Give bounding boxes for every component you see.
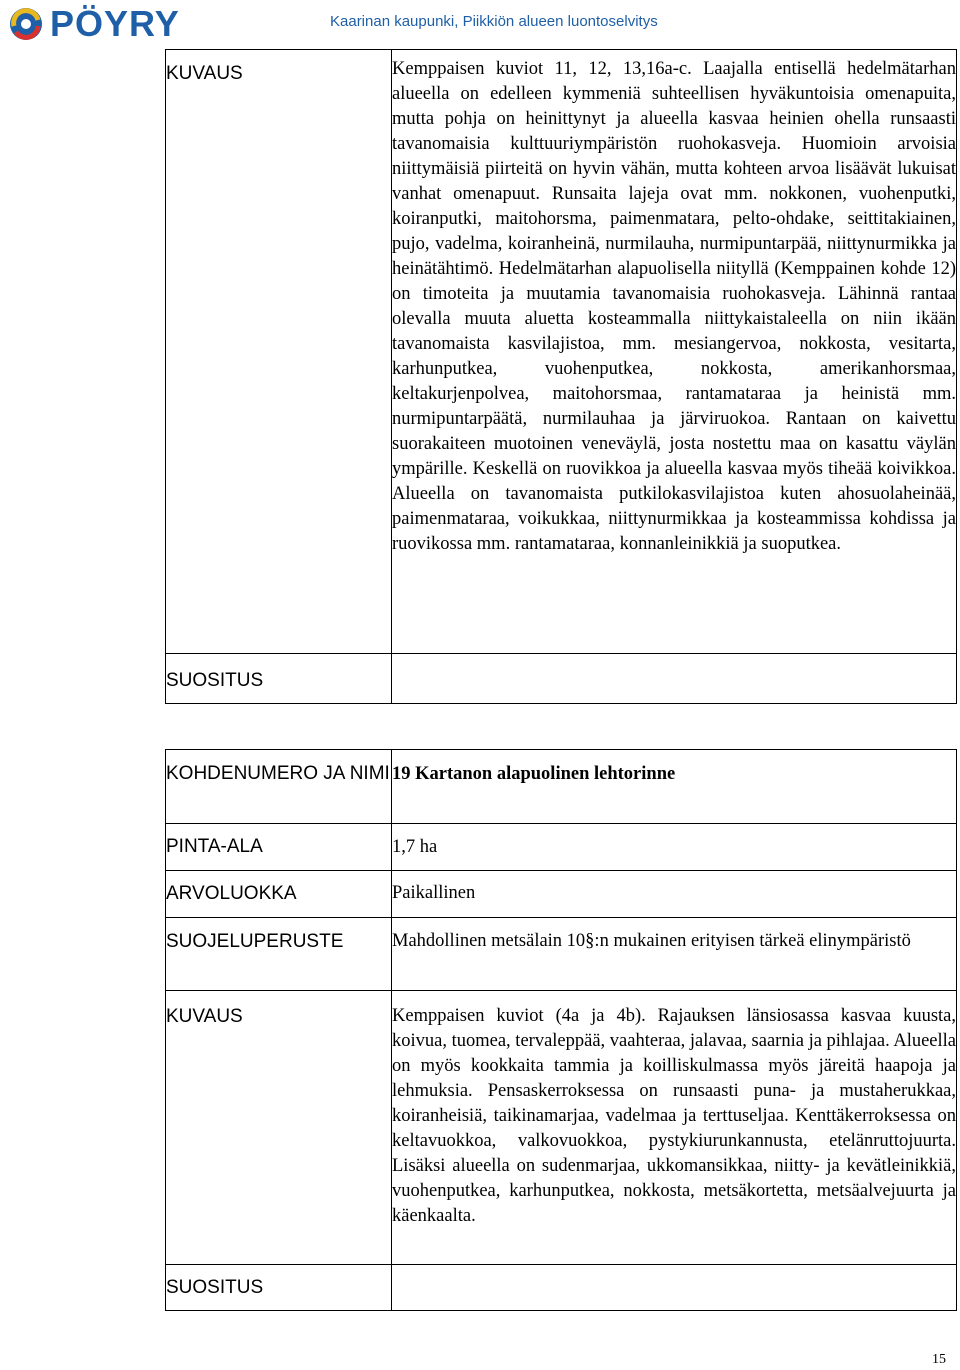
page-number: 15 — [932, 1352, 946, 1367]
suositus-text-1 — [392, 654, 957, 704]
suojeluperuste-label: SUOJELUPERUSTE — [166, 918, 392, 991]
kuvaus-text-2: Kemppaisen kuviot (4a ja 4b). Rajauksen länsiosassa kasvaa kuusta, koivua, tuomea, tervaleppää, vaahteraa, jalavaa, saarnia ja pihlajaa. Alueella on myös kookkaita tammia ja koilliskulmassa myös järeitä haapoja ja lehmuksia. Pensaskerroksessa on runsaasti puna- ja mustaherukkaa, koiranheisiä, taikinamarjaa, vadelmaa ja terttuseljaa. Kenttäkerroksessa on keltavuokkoa, valkovuokkoa, pystykiurunkannusta, etelänruttojuurta. Lisäksi alueella on sudenmarjaa, ukkomansikkaa, niitty- ja kevätleinikkiä, vuohenputkea, karhunputkea, nokkosta, metsäkortetta, metsäalvejuurta ja käenkaalta. — [392, 991, 957, 1265]
kuvaus-label-2: KUVAUS — [166, 991, 392, 1265]
poyry-logo-icon — [8, 6, 44, 42]
suositus-label-1: SUOSITUS — [166, 654, 392, 704]
company-logo — [8, 3, 180, 44]
arvoluokka-label: ARVOLUOKKA — [166, 871, 392, 918]
kohdenumero-label: KOHDENUMERO JA NIMI — [166, 750, 392, 824]
suositus-label-2: SUOSITUS — [166, 1265, 392, 1311]
kuvaus-label-1: KUVAUS — [166, 50, 392, 654]
suojeluperuste-value: Mahdollinen metsälain 10§:n mukainen erityisen tärkeä elinympäristö — [392, 918, 957, 991]
arvoluokka-value: Paikallinen — [392, 871, 957, 918]
kuvaus-text-1: Kemppaisen kuviot 11, 12, 13,16a-c. Laajalla entisellä hedelmätarhan alueella on edelleen kymmeniä suhteellisen hyväkuntoisia omenapuita, mutta pohja on heinittynyt ja alueella kasvaa heinien ohella runsaasti tavanomaisia kulttuuriympäristön ruohokasveja. Huomioin arvoisia niittymäisiä piirteitä on hyvin vähän, mutta kohteen arvoa lisäävät lukuisat vanhat omenapuut. Runsaita lajeja ovat mm. nokkonen, vuohenputki, koiranputki, maitohorsma, paimenmatara, pelto-ohdake, seittitakiainen, pujo, vadelma, koiranheinä, nurmilauha, nurmipuntarpää, niittynurmikka ja heinätähtimö. Hedelmätarhan alapuolisella niityllä (Kemppainen kohde 12) on timoteita ja muutamia tavanomaisia ruohokasveja. Lähinnä rantaa olevalla muuta aluetta kosteammalla niittykaistaleella on niin ikään tavanomaista kasvilajistoa, mm. mesiangervoa, nokkosta, vesitarta, karhunputkea, vuohenputkea, nokkosta, amerikanhorsmaa, keltakurjenpolvea, maitohorsmaa, rantamataraa ja heinistä mm. nurmipuntarpäätä, nurmilauhaa ja järviruokoa. Rantaan on kaivettu suorakaiteen muotoinen veneväylä, josta nostettu maa on kasattu väylän ympärille. Keskellä on ruovikkoa ja alueella kasvaa myös tiheää koivikkoa. Alueella on tavanomaista putkilokasvilajistoa kuten ahosuolaheinää, paimenmataraa, voikukkaa, niittynurmikkaa ja kosteammissa kohdissa ja ruovikossa mm. rantamataraa, konnanleinikkiä ja suoputkea. — [392, 50, 957, 654]
document-title: Kaarinan kaupunki, Piikkiön alueen luontoselvitys — [330, 13, 658, 30]
site-table-1 — [165, 49, 957, 704]
page-header — [0, 0, 960, 48]
pinta-ala-label: PINTA-ALA — [166, 824, 392, 871]
logo-text: PÖYRY — [50, 3, 180, 44]
pinta-ala-value: 1,7 ha — [392, 824, 957, 871]
kohdenumero-value: 19 Kartanon alapuolinen lehtorinne — [392, 750, 957, 824]
site-table-2 — [165, 749, 957, 1311]
suositus-text-2 — [392, 1265, 957, 1311]
